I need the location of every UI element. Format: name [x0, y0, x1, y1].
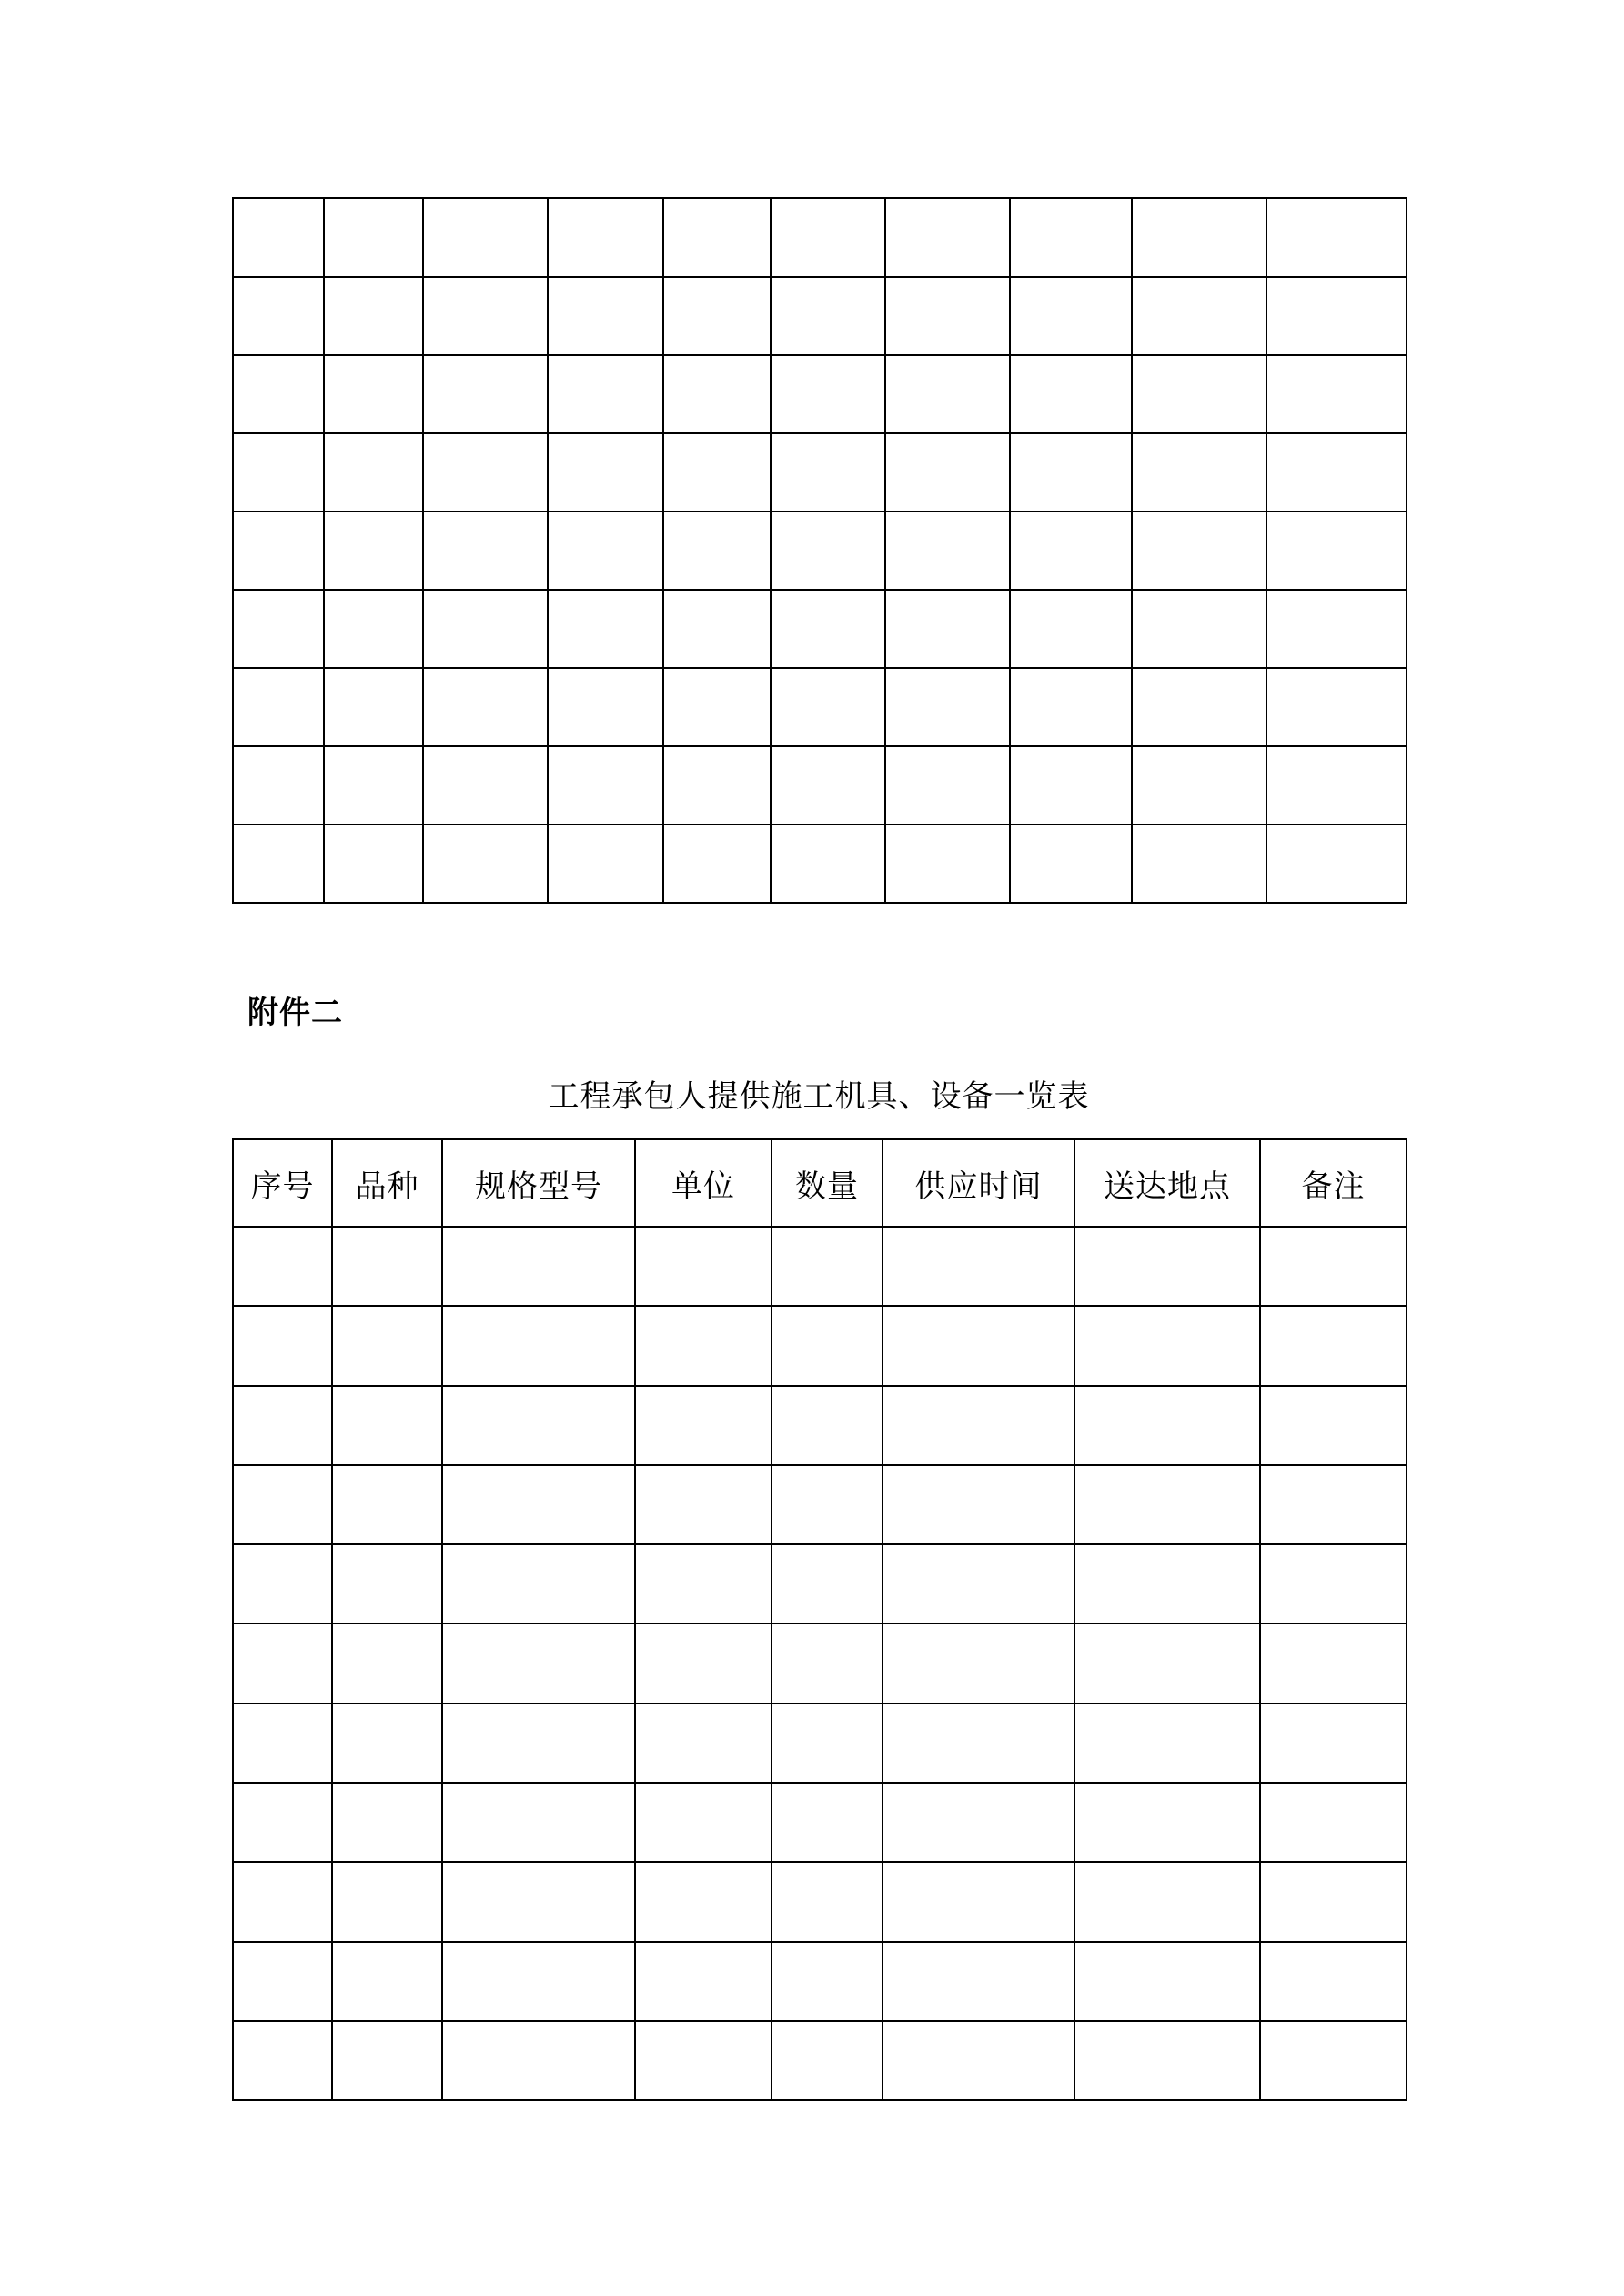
table-cell — [885, 824, 1010, 903]
table-cell — [332, 1306, 442, 1385]
table-cell — [233, 198, 324, 277]
table-cell — [332, 1862, 442, 1941]
table-cell — [771, 590, 885, 668]
table-cell — [1074, 1623, 1260, 1703]
table-cell — [324, 198, 423, 277]
table-cell — [885, 590, 1010, 668]
table-cell — [885, 355, 1010, 433]
table-cell — [883, 2021, 1074, 2100]
table-cell — [548, 198, 663, 277]
table-cell — [1010, 590, 1132, 668]
table-row — [233, 277, 1407, 355]
table-cell — [1074, 1227, 1260, 1306]
table-cell — [548, 590, 663, 668]
header-variety: 品种 — [332, 1139, 442, 1227]
table-cell — [548, 746, 663, 824]
table-cell — [442, 1465, 635, 1544]
table-cell — [332, 1783, 442, 1862]
table-cell — [883, 1862, 1074, 1941]
table-cell — [885, 277, 1010, 355]
table-cell — [885, 433, 1010, 511]
table-cell — [332, 2021, 442, 2100]
table-cell — [233, 1942, 332, 2021]
table-cell — [771, 668, 885, 746]
table-cell — [635, 1783, 772, 1862]
table-cell — [233, 668, 324, 746]
table-cell — [663, 824, 771, 903]
table-cell — [771, 277, 885, 355]
table-cell — [635, 1465, 772, 1544]
table-cell — [772, 1704, 883, 1783]
table-cell — [772, 1544, 883, 1623]
table-cell — [423, 277, 548, 355]
table-cell — [1010, 355, 1132, 433]
table-cell — [1010, 198, 1132, 277]
table-cell — [1266, 590, 1407, 668]
table-cell — [1132, 198, 1266, 277]
table-cell — [442, 1544, 635, 1623]
table-cell — [663, 198, 771, 277]
table-cell — [772, 1386, 883, 1465]
header-remarks: 备注 — [1260, 1139, 1407, 1227]
header-quantity: 数量 — [772, 1139, 883, 1227]
table-cell — [1132, 355, 1266, 433]
table-cell — [1266, 746, 1407, 824]
table-cell — [1266, 824, 1407, 903]
table-cell — [1260, 1306, 1407, 1385]
table-cell — [635, 2021, 772, 2100]
table-row — [233, 668, 1407, 746]
table-row — [233, 1862, 1407, 1941]
table-cell — [635, 1386, 772, 1465]
table-cell — [883, 1942, 1074, 2021]
table-cell — [233, 1386, 332, 1465]
table-cell — [635, 1862, 772, 1941]
table-cell — [233, 590, 324, 668]
table-cell — [1074, 1704, 1260, 1783]
table-cell — [885, 668, 1010, 746]
table-row — [233, 355, 1407, 433]
table-cell — [1074, 1306, 1260, 1385]
table-cell — [1132, 824, 1266, 903]
header-delivery-location: 送达地点 — [1074, 1139, 1260, 1227]
table-cell — [233, 1862, 332, 1941]
table-cell — [1260, 1623, 1407, 1703]
table-cell — [332, 1623, 442, 1703]
table-cell — [1010, 277, 1132, 355]
table-cell — [771, 198, 885, 277]
table-cell — [442, 1704, 635, 1783]
table-cell — [663, 511, 771, 590]
table-cell — [1010, 746, 1132, 824]
table-cell — [1260, 1783, 1407, 1862]
table-cell — [663, 277, 771, 355]
table-cell — [233, 1306, 332, 1385]
table-cell — [233, 1783, 332, 1862]
table-cell — [772, 1465, 883, 1544]
table-cell — [883, 1544, 1074, 1623]
table-cell — [1074, 1386, 1260, 1465]
table-cell — [772, 1942, 883, 2021]
table-cell — [635, 1623, 772, 1703]
section-label: 附件二 — [247, 995, 343, 1031]
table-cell — [324, 355, 423, 433]
table-cell — [772, 1623, 883, 1703]
table-cell — [233, 1704, 332, 1783]
table-cell — [442, 2021, 635, 2100]
table-cell — [324, 824, 423, 903]
table-cell — [548, 355, 663, 433]
header-supply-time: 供应时间 — [883, 1139, 1074, 1227]
table-cell — [233, 433, 324, 511]
table-cell — [771, 433, 885, 511]
table-cell — [233, 2021, 332, 2100]
table-cell — [771, 824, 885, 903]
table-cell — [548, 668, 663, 746]
table-row — [233, 1227, 1407, 1306]
table-cell — [332, 1386, 442, 1465]
table-cell — [1132, 433, 1266, 511]
table-cell — [1074, 1465, 1260, 1544]
table-row — [233, 2021, 1407, 2100]
table-cell — [883, 1227, 1074, 1306]
table-row — [233, 1704, 1407, 1783]
table-cell — [1074, 1862, 1260, 1941]
table-cell — [324, 668, 423, 746]
table-row — [233, 590, 1407, 668]
table-cell — [772, 1306, 883, 1385]
table-cell — [772, 1862, 883, 1941]
header-serial-number: 序号 — [233, 1139, 332, 1227]
table-cell — [885, 198, 1010, 277]
table-row — [233, 1942, 1407, 2021]
table-cell — [635, 1942, 772, 2021]
table-cell — [772, 1783, 883, 1862]
table-cell — [1010, 668, 1132, 746]
table-cell — [1010, 433, 1132, 511]
table-cell — [1132, 511, 1266, 590]
table-cell — [423, 355, 548, 433]
table-cell — [423, 433, 548, 511]
table-cell — [1260, 1942, 1407, 2021]
table-cell — [883, 1623, 1074, 1703]
table-cell — [442, 1386, 635, 1465]
table-cell — [635, 1306, 772, 1385]
table-cell — [442, 1942, 635, 2021]
table-cell — [324, 746, 423, 824]
table-cell — [1266, 355, 1407, 433]
table-cell — [233, 277, 324, 355]
header-unit: 单位 — [635, 1139, 772, 1227]
table-cell — [635, 1544, 772, 1623]
table-cell — [548, 824, 663, 903]
table-cell — [324, 590, 423, 668]
table-cell — [1266, 198, 1407, 277]
header-model-spec: 规格型号 — [442, 1139, 635, 1227]
table-cell — [423, 198, 548, 277]
table-cell — [883, 1465, 1074, 1544]
table-cell — [332, 1704, 442, 1783]
table-cell — [423, 824, 548, 903]
table-cell — [1260, 2021, 1407, 2100]
table-cell — [1266, 277, 1407, 355]
table-cell — [548, 433, 663, 511]
table-cell — [1074, 1942, 1260, 2021]
table-cell — [233, 511, 324, 590]
table-cell — [324, 277, 423, 355]
table-cell — [635, 1227, 772, 1306]
table-cell — [442, 1623, 635, 1703]
table-cell — [442, 1306, 635, 1385]
table-cell — [1260, 1227, 1407, 1306]
table-cell — [663, 590, 771, 668]
table-cell — [1010, 511, 1132, 590]
table-cell — [1260, 1544, 1407, 1623]
table-cell — [1010, 824, 1132, 903]
table-cell — [423, 668, 548, 746]
table-cell — [883, 1306, 1074, 1385]
table-cell — [1132, 590, 1266, 668]
table-row — [233, 198, 1407, 277]
table-cell — [663, 746, 771, 824]
table-cell — [883, 1386, 1074, 1465]
continued-blank-table — [232, 197, 1407, 904]
sheet-title: 工程承包人提供施工机具、设备一览表 — [548, 1078, 1090, 1115]
table-cell — [1260, 1465, 1407, 1544]
table-cell — [772, 1227, 883, 1306]
table-cell — [771, 355, 885, 433]
table-cell — [548, 511, 663, 590]
table-cell — [663, 433, 771, 511]
table-cell — [1074, 1783, 1260, 1862]
table-cell — [1260, 1386, 1407, 1465]
table-cell — [332, 1942, 442, 2021]
table-cell — [1132, 746, 1266, 824]
table-cell — [1074, 2021, 1260, 2100]
table-row — [233, 1544, 1407, 1623]
table-cell — [233, 355, 324, 433]
table-row — [233, 511, 1407, 590]
table-row — [233, 1386, 1407, 1465]
table-cell — [1260, 1704, 1407, 1783]
table-row — [233, 433, 1407, 511]
table-cell — [548, 277, 663, 355]
table-cell — [1132, 277, 1266, 355]
table-cell — [663, 668, 771, 746]
table-cell — [885, 746, 1010, 824]
table-cell — [233, 1544, 332, 1623]
table-cell — [324, 511, 423, 590]
table-cell — [233, 1623, 332, 1703]
table-row — [233, 1465, 1407, 1544]
table-cell — [332, 1465, 442, 1544]
equipment-list-table — [232, 1138, 1407, 2101]
table-cell — [1260, 1862, 1407, 1941]
table-cell — [233, 824, 324, 903]
table-cell — [233, 746, 324, 824]
table-header-row — [233, 1139, 1407, 1227]
table-cell — [423, 511, 548, 590]
table-cell — [423, 590, 548, 668]
table-cell — [1266, 668, 1407, 746]
table-cell — [442, 1227, 635, 1306]
table-cell — [1074, 1544, 1260, 1623]
table-cell — [635, 1704, 772, 1783]
table-cell — [1266, 433, 1407, 511]
table-cell — [883, 1783, 1074, 1862]
table-cell — [332, 1544, 442, 1623]
table-row — [233, 824, 1407, 903]
table-cell — [883, 1704, 1074, 1783]
table-cell — [1266, 511, 1407, 590]
table-cell — [233, 1227, 332, 1306]
table-cell — [772, 2021, 883, 2100]
table-row — [233, 1306, 1407, 1385]
table-cell — [332, 1227, 442, 1306]
table-cell — [885, 511, 1010, 590]
table-cell — [442, 1783, 635, 1862]
table-row — [233, 1623, 1407, 1703]
table-cell — [771, 746, 885, 824]
table-cell — [324, 433, 423, 511]
table-cell — [1132, 668, 1266, 746]
table-cell — [423, 746, 548, 824]
table-row — [233, 1783, 1407, 1862]
table-row — [233, 746, 1407, 824]
table-cell — [771, 511, 885, 590]
table-cell — [663, 355, 771, 433]
table-cell — [442, 1862, 635, 1941]
table-cell — [233, 1465, 332, 1544]
